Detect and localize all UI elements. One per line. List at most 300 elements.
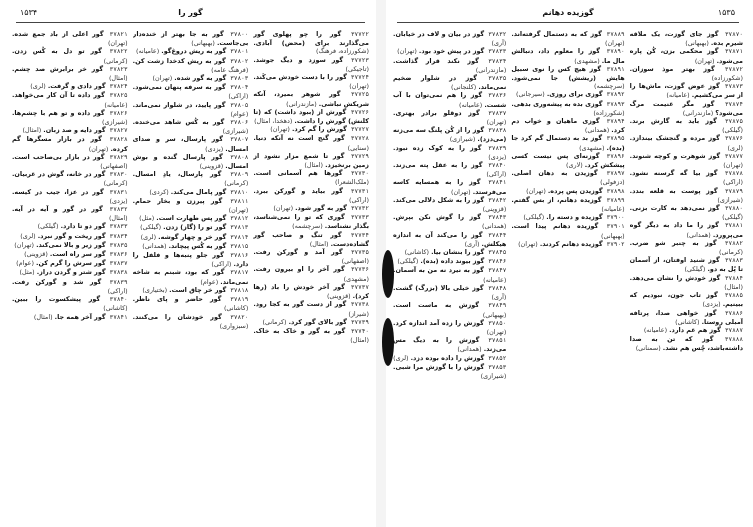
source-citation: (مثل) — [139, 214, 155, 223]
proverb-entry — [630, 30, 743, 47]
source-citation: (گیلکی) — [684, 265, 706, 274]
entry-number: ۳۷۷۲۹ — [350, 152, 369, 160]
proverb-text: گوز را از کُن پلنگ سه می‌زنه (می‌دزد). — [393, 126, 507, 144]
entry-number: ۳۷۸۴۱ — [109, 313, 128, 321]
proverb-text: گوز خودش را نشان می‌دهد. — [629, 273, 721, 282]
proverb-text: گور پارسال گنده و بوش امسال. — [132, 152, 249, 171]
source-citation: (گیلکی) — [37, 222, 59, 231]
source-citation: (تهران) — [228, 206, 249, 215]
entry-number: ۳۷۸۴۸ — [488, 284, 507, 292]
source-citation: (اصفهانی) — [341, 257, 369, 266]
proverb-text: گوز را به شکل دلالی می‌کند. — [393, 195, 485, 204]
proverb-entry — [630, 326, 743, 335]
text-column — [12, 30, 128, 523]
proverb-text: گوز محکمی بزن، کُن پاره می‌شود. — [629, 47, 743, 65]
entry-number: ۳۷۸۳۸ — [109, 269, 128, 277]
proverb-entry — [630, 239, 743, 256]
proverb-text: گور به کُس شاهد می‌خنده. — [132, 118, 225, 127]
proverb-text: گور به جا بهتر از خنده‌دار بی‌جاست. — [132, 30, 249, 48]
source-citation: (تهران) — [486, 327, 507, 336]
proverb-entry — [253, 213, 369, 230]
entry-number: ۳۷۸۳۱ — [109, 188, 128, 196]
source-citation: (قزوینی) — [24, 250, 48, 259]
proverb-entry — [133, 47, 249, 56]
proverb-text: گوز را به همسایه کاسه می‌فرستد. — [393, 178, 507, 196]
source-citation: (لری) — [393, 353, 409, 362]
proverb-entry — [511, 117, 624, 134]
entry-number: ۳۷۸۳۵ — [109, 241, 128, 249]
proverb-text: گور تو را (گاز) زدن. — [163, 223, 227, 232]
proverb-entry — [253, 187, 369, 204]
proverb-text: گور اعلی از باد جمع شده. — [11, 30, 104, 38]
proverb-text: گوز در بیان و لاف در خیابان. — [393, 30, 485, 38]
entry-number: ۳۷۸۸۴ — [724, 274, 743, 282]
proverb-text: گور تا شمع مزار نشود از زمین برنخیزد. — [253, 151, 369, 170]
source-citation: (کرمانی) — [262, 317, 287, 326]
proverb-entry — [253, 231, 369, 248]
proverb-entry — [630, 117, 743, 134]
entry-number: ۳۷۷۲۷ — [350, 126, 369, 134]
source-citation: (کاشانی) — [675, 317, 700, 326]
proverb-entry — [253, 73, 369, 90]
page-number: ۱۵۳۵ — [717, 8, 735, 17]
proverb-entry — [511, 169, 624, 186]
entry-number: ۳۷۸۸۵ — [724, 292, 743, 300]
proverb-entry — [253, 327, 369, 344]
proverb-entry — [511, 100, 624, 117]
source-citation: (شیرازی) — [101, 118, 128, 127]
source-citation: (کلنجانی) — [451, 83, 477, 92]
proverb-entry — [393, 109, 506, 126]
entry-number: ۳۷۸۴۰ — [109, 296, 128, 304]
proverb-text: گور به ریش کدخدا زشت کن. — [132, 56, 226, 65]
source-citation: (تهران) — [270, 125, 290, 134]
entry-number: ۳۷۸۹۶ — [606, 152, 625, 160]
entry-number: ۳۷۸۵۲ — [488, 354, 507, 362]
entry-number: ۳۷۷۴۰ — [350, 327, 369, 335]
proverb-text: گوز در پیش خود بود. — [418, 47, 485, 56]
proverb-entry — [630, 169, 743, 186]
proverb-entry — [12, 153, 128, 170]
entry-number: ۳۷۸۸۳ — [724, 257, 743, 265]
proverb-entry — [253, 108, 369, 125]
entry-number: ۳۷۸۴۰ — [488, 162, 507, 170]
source-citation: (شیرازی) — [717, 195, 743, 204]
entry-number: ۳۷۸۹۲ — [606, 91, 625, 99]
entry-number: ۳۷۸۰۸ — [230, 153, 249, 161]
entry-number: ۳۷۸۰۷ — [230, 136, 249, 144]
proverb-entry — [133, 197, 249, 214]
source-citation: (شکورزاده، فرهنگ) — [315, 47, 369, 56]
source-citation: (عوام) — [16, 259, 34, 268]
source-citation: (عامیانه) — [643, 325, 668, 334]
proverb-entry — [12, 109, 128, 126]
entry-number: ۳۷۸۲۳ — [109, 65, 128, 73]
proverb-entry — [253, 265, 369, 282]
entry-number: ۳۷۸۵۳ — [488, 363, 507, 371]
source-citation: (گیلکی) — [397, 257, 419, 266]
proverb-entry — [133, 101, 249, 118]
source-citation: (امثال) — [309, 239, 329, 248]
proverb-entry — [630, 335, 743, 352]
proverb-entry — [12, 205, 128, 222]
proverb-entry — [253, 169, 369, 186]
source-citation: (یزدی) — [109, 196, 128, 205]
source-citation: (اراکی) — [486, 170, 507, 179]
proverb-entry — [630, 291, 743, 308]
text-column — [133, 30, 249, 523]
proverb-text: گوزی برای روزی. — [546, 90, 603, 99]
proverb-entry — [630, 187, 743, 204]
source-citation: (کرمانی) — [103, 56, 128, 65]
entry-number: ۳۷۸۰۳ — [230, 75, 249, 83]
proverb-entry — [253, 318, 369, 327]
source-citation: (همدانی) — [482, 222, 507, 231]
proverb-text: گور سوزد و دیگ جوشد. — [253, 55, 344, 64]
entry-number: ۳۷۸۲۵ — [109, 92, 128, 100]
source-citation: (تهران) — [450, 187, 471, 196]
entry-number: ۳۷۸۵۰ — [488, 319, 507, 327]
proverb-entry — [393, 47, 506, 56]
entry-number: ۳۷۸۷۵ — [724, 118, 743, 126]
proverb-text: گوزی ماهیان و خواب دم کرد. — [511, 117, 625, 135]
proverb-entry — [393, 319, 506, 336]
proverb-entry — [393, 213, 506, 230]
source-citation: (شیرازی) — [449, 135, 476, 144]
source-citation: (لری) — [727, 143, 743, 152]
proverb-text: گوز در شلوار ضخیم نمی‌ماند. — [393, 74, 507, 92]
proverb-text: گوز بد به دستمال گم کرد جا (بده). — [511, 134, 625, 152]
entry-number: ۳۷۸۱۸ — [230, 286, 249, 294]
entry-number: ۳۷۸۲۴ — [109, 83, 128, 91]
source-citation: (عامیانه) — [666, 91, 690, 100]
proverb-entry — [630, 309, 743, 326]
source-citation: (سرچشمه) — [292, 222, 323, 231]
source-citation: (عامیانه) — [135, 47, 160, 56]
source-citation: (شکورزاده) — [593, 108, 625, 117]
proverb-entry — [630, 274, 743, 291]
proverb-entry — [12, 250, 128, 259]
entry-number: ۳۷۸۹۵ — [606, 135, 625, 143]
source-citation: (دهخدا، امثال) — [254, 117, 293, 126]
proverb-entry — [511, 65, 624, 91]
proverb-entry — [253, 134, 369, 151]
proverb-text: گوزش را زده آمد اندازه کرد. — [393, 318, 484, 327]
proverb-entry — [393, 74, 506, 91]
proverb-entry — [133, 135, 249, 152]
proverb-text: گور شوهر بمیرد، آنکه شریکش نباشی. — [253, 90, 369, 108]
proverb-entry — [630, 221, 743, 238]
proverb-entry — [253, 204, 369, 213]
proverb-text: گور در بازار مسگرها گم کرده. — [11, 135, 128, 153]
source-citation: (آری) — [464, 239, 480, 248]
proverb-text: گور خر چاق است. — [169, 285, 227, 294]
left-page-header — [16, 7, 365, 19]
proverb-text: گور خر و چهار گوشه. — [158, 232, 227, 241]
proverb-entry — [253, 30, 369, 56]
entry-number: ۳۷۸۳۲ — [109, 206, 128, 214]
source-citation: (تهران) — [14, 240, 35, 249]
proverb-text: گوز را بنشان بیا. — [431, 248, 485, 257]
entry-number: ۳۷۷۲۳ — [350, 56, 369, 64]
proverb-text: گور را چو پهلوی گور می‌گذارند برای (محض) آبادی. — [253, 30, 369, 48]
source-citation: (بهبهانی) — [685, 39, 709, 48]
proverb-text: گور خودشان را می‌کنند. — [132, 312, 222, 321]
proverb-text: گور پیرزن و بخار حمام. — [132, 196, 223, 205]
entry-number: ۳۷۸۴۵ — [488, 249, 507, 257]
entry-number: ۳۷۸۳۷ — [109, 260, 128, 268]
entry-number: ۳۷۹۰۰ — [606, 214, 625, 222]
entry-number: ۳۷۸۲۱ — [109, 31, 128, 38]
source-citation: (اراکی) — [228, 92, 249, 101]
entry-number: ۳۷۸۳۲ — [488, 31, 507, 38]
header-rule — [397, 22, 739, 23]
left-columns — [12, 30, 369, 523]
entry-number: ۳۷۷۳۹ — [350, 318, 369, 326]
proverb-entry — [393, 126, 506, 143]
proverb-text: گوز بیا گه گرسنه نشود. — [629, 169, 718, 178]
proverb-entry — [393, 57, 506, 74]
entry-number: ۳۷۸۸۶ — [724, 309, 743, 317]
proverb-text: گورها هم آسمانی است. — [253, 169, 343, 178]
proverb-text: گوزیده دهانم، از بس گفتم. — [511, 195, 602, 204]
proverb-entry — [12, 241, 128, 250]
proverb-text: گور پس طهارت است. — [156, 214, 227, 223]
source-citation: (آری) — [491, 293, 507, 302]
proverb-text: گور تنگ و صاحب گور گشاده‌دست. — [253, 230, 369, 248]
source-citation: (امثال) — [22, 126, 42, 135]
entry-number: ۳۷۸۷۹ — [724, 187, 743, 195]
proverb-text: گوزش را داده بوده دزد. — [410, 353, 485, 362]
source-citation: (سیرجانی) — [515, 90, 545, 99]
source-citation: (مازندرانی) — [682, 108, 714, 117]
proverb-entry — [133, 118, 249, 135]
entry-number: ۳۷۷۳۵ — [350, 249, 369, 257]
entry-number: ۳۷۸۷۱ — [724, 48, 743, 56]
proverb-text: گور سر راه است. — [49, 250, 106, 259]
source-citation: (تهران) — [526, 186, 546, 195]
entry-number: ۳۷۸۱۵ — [230, 242, 249, 250]
proverb-text: گوز پوست به قلعه بندد. — [629, 186, 718, 195]
source-citation: (قزوینی) — [199, 162, 224, 171]
source-citation: (قزوینی) — [326, 292, 351, 301]
proverb-entry — [253, 300, 369, 317]
proverb-text: گور پارسال، یادِ امسال. — [132, 170, 222, 179]
source-citation: (یزدی) — [702, 300, 721, 309]
entry-number: ۳۷۸۸۹ — [606, 31, 625, 38]
entry-number: ۳۷۷۳۳ — [350, 214, 369, 222]
proverb-text: گور آخر را او بیرون رفت. — [253, 265, 345, 274]
source-citation: (مشهدی) — [579, 143, 605, 152]
entry-number: ۳۷۸۱۰ — [230, 188, 249, 196]
entry-number: ۳۷۸۳۴ — [109, 232, 128, 240]
entry-number: ۳۷۸۹۴ — [606, 118, 625, 126]
proverb-text: گوز را گوش نکن بپرش. — [393, 213, 481, 222]
proverb-text: گوز دوقلو برادر بهتری. — [393, 108, 480, 117]
source-citation: (تهران) — [273, 204, 294, 213]
entry-number: ۳۷۸۱۶ — [230, 252, 249, 260]
entry-number: ۳۷۸۴۹ — [488, 302, 507, 310]
entry-number: ۳۷۷۳۴ — [350, 231, 369, 239]
proverb-entry — [12, 91, 128, 108]
source-citation: (سمنانی) — [635, 344, 661, 353]
source-citation: (یزدی) — [488, 152, 507, 161]
entry-number: ۳۷۸۹۸ — [606, 187, 625, 195]
source-citation: (سرچشمه) — [594, 82, 625, 91]
entry-number: ۳۷۸۹۰ — [606, 48, 625, 56]
entry-number: ۳۷۷۲۶ — [350, 108, 369, 116]
proverb-text: گوزش را به دیگ مس می‌زند. — [393, 336, 507, 354]
source-citation: (اراکی) — [723, 178, 743, 187]
proverb-entry — [133, 268, 249, 285]
text-column — [511, 30, 624, 523]
proverb-entry — [511, 213, 624, 222]
proverb-entry — [133, 313, 249, 330]
entry-number: ۳۷۸۵۱ — [488, 337, 507, 345]
source-citation: (مشهدی) — [574, 56, 600, 65]
entry-number: ۳۷۸۷۳ — [724, 83, 743, 91]
entry-number: ۳۷۸۴۱ — [488, 179, 507, 187]
proverb-text: گوز را معلوم داد، دنبالش مال ما. — [511, 47, 625, 65]
entry-number: ۳۷۷۳۸ — [350, 301, 369, 309]
source-citation: (مازندرانی) — [475, 65, 507, 74]
source-citation: (لاری) — [566, 161, 583, 170]
source-citation: (عامیانه) — [601, 205, 625, 214]
proverb-text: گور دایه و صد زبان. — [43, 126, 106, 135]
proverb-text: گوز شنید اوفتان، از آسمان تا پُل به دو. — [629, 256, 743, 274]
entry-number: ۳۷۸۸۲ — [724, 239, 743, 247]
proverb-entry — [12, 47, 128, 64]
source-citation: (کرمانی) — [224, 179, 249, 188]
entry-number: ۳۷۸۸۸ — [724, 336, 743, 344]
proverb-entry — [393, 354, 506, 363]
proverb-text: گور به کُس پیچاند. — [168, 241, 227, 250]
source-citation: (عامیانه) — [483, 275, 507, 284]
entry-number: ۳۷۹۰۱ — [606, 223, 625, 231]
proverb-entry — [133, 83, 249, 100]
entry-number: ۳۷۸۷۸ — [724, 170, 743, 178]
proverb-text: گور به سرفه پنهان نمی‌شود. — [132, 83, 226, 92]
proverb-text: گوزنه‌ای پس نیست کسی پیشکش کرد. — [511, 151, 625, 170]
proverb-text: گور زیر و بالا نمی‌کند. — [36, 240, 106, 249]
proverb-text: گور دو تا دارد. — [60, 222, 106, 231]
entry-number: ۳۷۸۰۵ — [230, 101, 249, 109]
entry-number: ۳۷۸۷۲ — [724, 65, 743, 73]
entry-number: ۳۷۸۳۹ — [488, 144, 507, 152]
proverb-entry — [511, 222, 624, 239]
source-citation: (گیلکی) — [722, 213, 743, 222]
source-citation: (کاشانی) — [103, 304, 128, 313]
proverb-text: گور بالای گور کرد. — [288, 317, 347, 326]
proverb-text: گوزیده و دسته را. — [546, 213, 603, 222]
proverb-entry — [12, 30, 128, 47]
proverb-text: گوز خیلی بالا (بزرگ) گشت. — [393, 283, 484, 292]
entry-number: ۳۷۸۸۷ — [724, 326, 743, 334]
proverb-entry — [12, 222, 128, 231]
proverb-entry — [630, 65, 743, 82]
proverb-entry — [393, 91, 506, 108]
source-citation: (بهبهانی) — [191, 39, 215, 48]
entry-number: ۳۷۷۲۲ — [350, 31, 369, 38]
proverb-text: گوز شوهرت و کوچه شنوند. — [629, 151, 721, 160]
entry-number: ۳۷۸۲۷ — [109, 127, 128, 135]
text-column — [253, 30, 369, 523]
entry-number: ۳۷۸۱۳ — [230, 224, 249, 232]
header-rule — [16, 22, 365, 23]
proverb-text: گوز نکند قرار گذاشت. — [393, 56, 479, 65]
source-citation: (همدانی) — [686, 230, 711, 239]
entry-number: ۳۷۸۳۶ — [488, 92, 507, 100]
source-citation: (کاشانی) — [404, 248, 430, 257]
source-citation: (تاجیکی) — [345, 64, 369, 73]
entry-number: ۳۷۸۹۷ — [606, 170, 625, 178]
proverb-text: گوز را هم نمی‌توان با آب شست. — [393, 91, 507, 109]
proverb-entry — [511, 134, 624, 151]
entry-number: ۳۷۷۳۶ — [350, 266, 369, 274]
entry-number: ۳۷۸۴۴ — [488, 231, 507, 239]
proverb-entry — [393, 231, 506, 248]
proverb-entry — [12, 135, 128, 152]
entry-number: ۳۷۸۰۴ — [230, 84, 249, 92]
source-citation: (لری) — [140, 232, 157, 241]
entry-number: ۳۷۸۱۷ — [230, 269, 249, 277]
entry-number: ۳۷۸۳۰ — [109, 171, 128, 179]
source-citation: (تهران) — [723, 161, 743, 170]
proverb-entry — [12, 278, 128, 295]
proverb-entry — [253, 90, 369, 107]
source-citation: (تهران) — [518, 239, 538, 248]
source-citation: (تهران) — [694, 56, 715, 65]
entry-number: ۳۷۸۰۶ — [230, 119, 249, 127]
proverb-text: گور در گور و آیه در آیه. — [11, 205, 103, 214]
proverb-text: گور شتر و گردن دراز. — [36, 268, 106, 277]
proverb-entry — [253, 152, 369, 169]
proverb-text: گوز به نیرد نه من به آسمان. — [393, 266, 484, 275]
entry-number: ۳۷۸۰۰ — [230, 31, 249, 38]
proverb-text: گوز عوض گوزت، ماش‌ها را از سر می‌کشیم. — [629, 82, 743, 100]
proverb-text: گور پیشکسوت را ببین. — [11, 295, 101, 304]
entry-number: ۳۷۸۸۱ — [724, 222, 743, 230]
proverb-text: گور را با دست خودش می‌کَند. — [253, 73, 347, 82]
source-citation: (لری) — [30, 82, 46, 91]
proverb-entry — [133, 233, 249, 242]
proverb-text: گور از دست گور به کجا رود. — [253, 300, 347, 309]
source-citation: (شکورزاده) — [711, 74, 743, 83]
page-number: ۱۵۳۴ — [20, 8, 38, 17]
proverb-text: گوز را به کوک زده نبود. — [393, 143, 482, 152]
proverb-text: گورش را گم کرد. — [291, 125, 347, 134]
proverb-text: گور خر برابرش صد چشم. — [11, 64, 104, 73]
entry-number: ۳۷۸۳۷ — [488, 109, 507, 117]
proverb-text: گوز که تن به صدا داشته‌باشد، چُس هم نشد. — [629, 335, 743, 353]
proverb-entry — [133, 214, 249, 223]
proverb-entry — [12, 126, 128, 135]
proverb-text: گوز نمی‌دهد به کارت بزنی. — [629, 204, 720, 213]
proverb-text: گور پامال می‌کند. — [170, 187, 227, 196]
proverb-text: گور به ریش دروغ‌گو. — [161, 47, 227, 56]
proverb-entry — [630, 100, 743, 117]
proverb-entry — [393, 178, 506, 195]
entry-number: ۳۷۸۴۳ — [488, 214, 507, 222]
proverb-text: گوز هیچ کس را نوی سبیل هایش (ریشش) جا نمی‌شود. — [511, 64, 625, 83]
entry-number: ۳۷۸۱۹ — [230, 296, 249, 304]
entry-number: ۳۷۸۸۰ — [724, 205, 743, 213]
entry-number: ۳۷۸۷۷ — [724, 152, 743, 160]
proverb-text: گوزی بده به پیشه‌وری بدهی. — [511, 99, 603, 108]
entry-number: ۳۷۷۲۵ — [350, 91, 369, 99]
proverb-entry — [133, 223, 249, 232]
source-citation: (اراکی) — [107, 286, 128, 295]
